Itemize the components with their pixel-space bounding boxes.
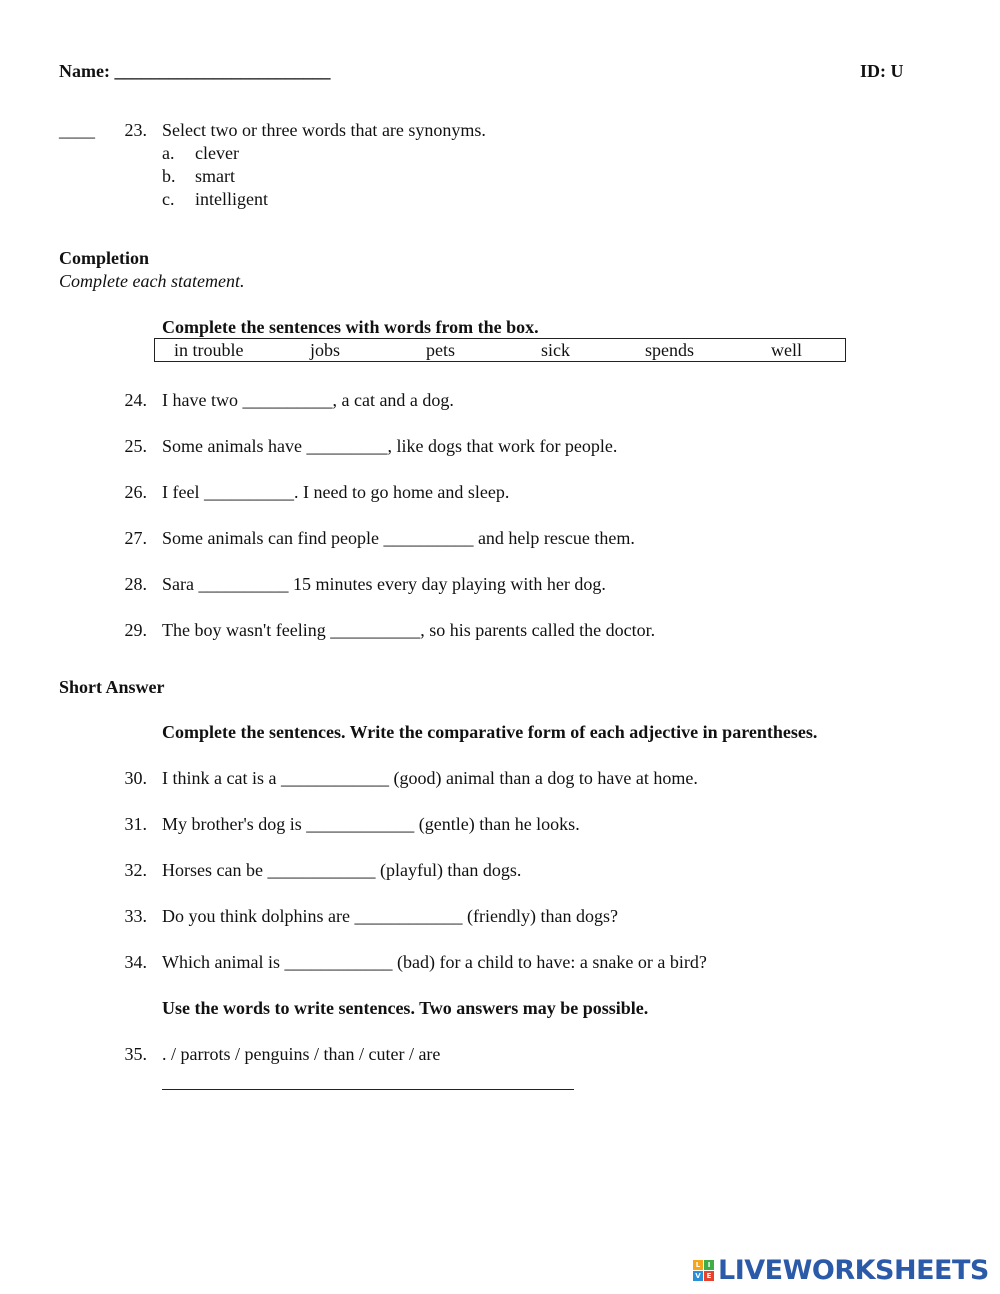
q32-number: 32. [124,860,147,880]
q27-sentence[interactable]: Some animals can find people __________ and help rescue them. [162,528,635,548]
option-letter: b. [162,166,176,186]
q23-option-b[interactable] [162,165,235,187]
q30-sentence[interactable]: I think a cat is a ____________ (good) animal than a dog to have at home. [162,768,698,788]
sentence-writing-instruction: Use the words to write sentences. Two answers may be possible. [162,998,649,1018]
q35-number: 35. [124,1044,147,1064]
q25-sentence[interactable]: Some animals have _________, like dogs that work for people. [162,436,618,456]
id-label: ID: U [860,61,904,81]
option-text: smart [195,166,235,186]
completion-instruction: Complete each statement. [59,271,245,291]
word-box-word: sick [541,340,570,360]
q33-number: 33. [124,906,147,926]
word-box-word: jobs [310,340,341,360]
q23-number: 23. [124,120,147,140]
q24-sentence[interactable]: I have two __________, a cat and a dog. [162,390,454,410]
logo-block: L [693,1260,703,1270]
name-blank[interactable]: ________________________ [114,61,331,81]
q26-sentence[interactable]: I feel __________. I need to go home and sleep. [162,482,510,502]
word-box-word: pets [426,340,455,360]
logo-text: LIVEWORKSHEETS [718,1254,989,1286]
short-answer-heading: Short Answer [59,677,165,697]
q28-sentence[interactable]: Sara __________ 15 minutes every day playing with her dog. [162,574,606,594]
logo-block: V [693,1271,703,1281]
word-box-word: in trouble [174,340,244,360]
q28-number: 28. [124,574,147,594]
q30-number: 30. [124,768,147,788]
q23-option-a[interactable] [162,142,239,164]
option-letter: a. [162,143,175,163]
q31-sentence[interactable]: My brother's dog is ____________ (gentle) than he looks. [162,814,580,834]
q23-option-c[interactable] [162,188,268,210]
q35-prompt: . / parrots / penguins / than / cuter / are [162,1044,441,1064]
short-answer-instruction: Complete the sentences. Write the comparative form of each adjective in parentheses. [162,722,818,742]
q27-number: 27. [124,528,147,548]
q26-number: 26. [124,482,147,502]
q35-answer-line[interactable] [162,1089,574,1090]
option-text: intelligent [195,189,268,209]
q34-number: 34. [124,952,147,972]
q24-number: 24. [124,390,147,410]
name-row [59,60,330,82]
name-label: Name: [59,61,110,81]
q34-sentence[interactable]: Which animal is ____________ (bad) for a child to have: a snake or a bird? [162,952,707,972]
q25-number: 25. [124,436,147,456]
liveworksheets-logo [693,1253,989,1287]
q29-sentence[interactable]: The boy wasn't feeling __________, so his parents called the doctor. [162,620,656,640]
logo-block-icon [693,1260,714,1281]
option-text: clever [195,143,239,163]
q23-text: Select two or three words that are synonyms. [162,120,486,140]
completion-heading: Completion [59,248,149,268]
word-box [154,338,846,362]
word-box-word: spends [645,340,694,360]
logo-block: E [704,1271,714,1281]
option-letter: c. [162,189,175,209]
q31-number: 31. [124,814,147,834]
q33-sentence[interactable]: Do you think dolphins are ____________ (friendly) than dogs? [162,906,618,926]
q32-sentence[interactable]: Horses can be ____________ (playful) than dogs. [162,860,522,880]
word-box-word: well [771,340,802,360]
word-box-title: Complete the sentences with words from the box. [162,317,539,337]
q29-number: 29. [124,620,147,640]
logo-block: I [704,1260,714,1270]
q23-answer-blank[interactable]: ____ [59,120,95,140]
